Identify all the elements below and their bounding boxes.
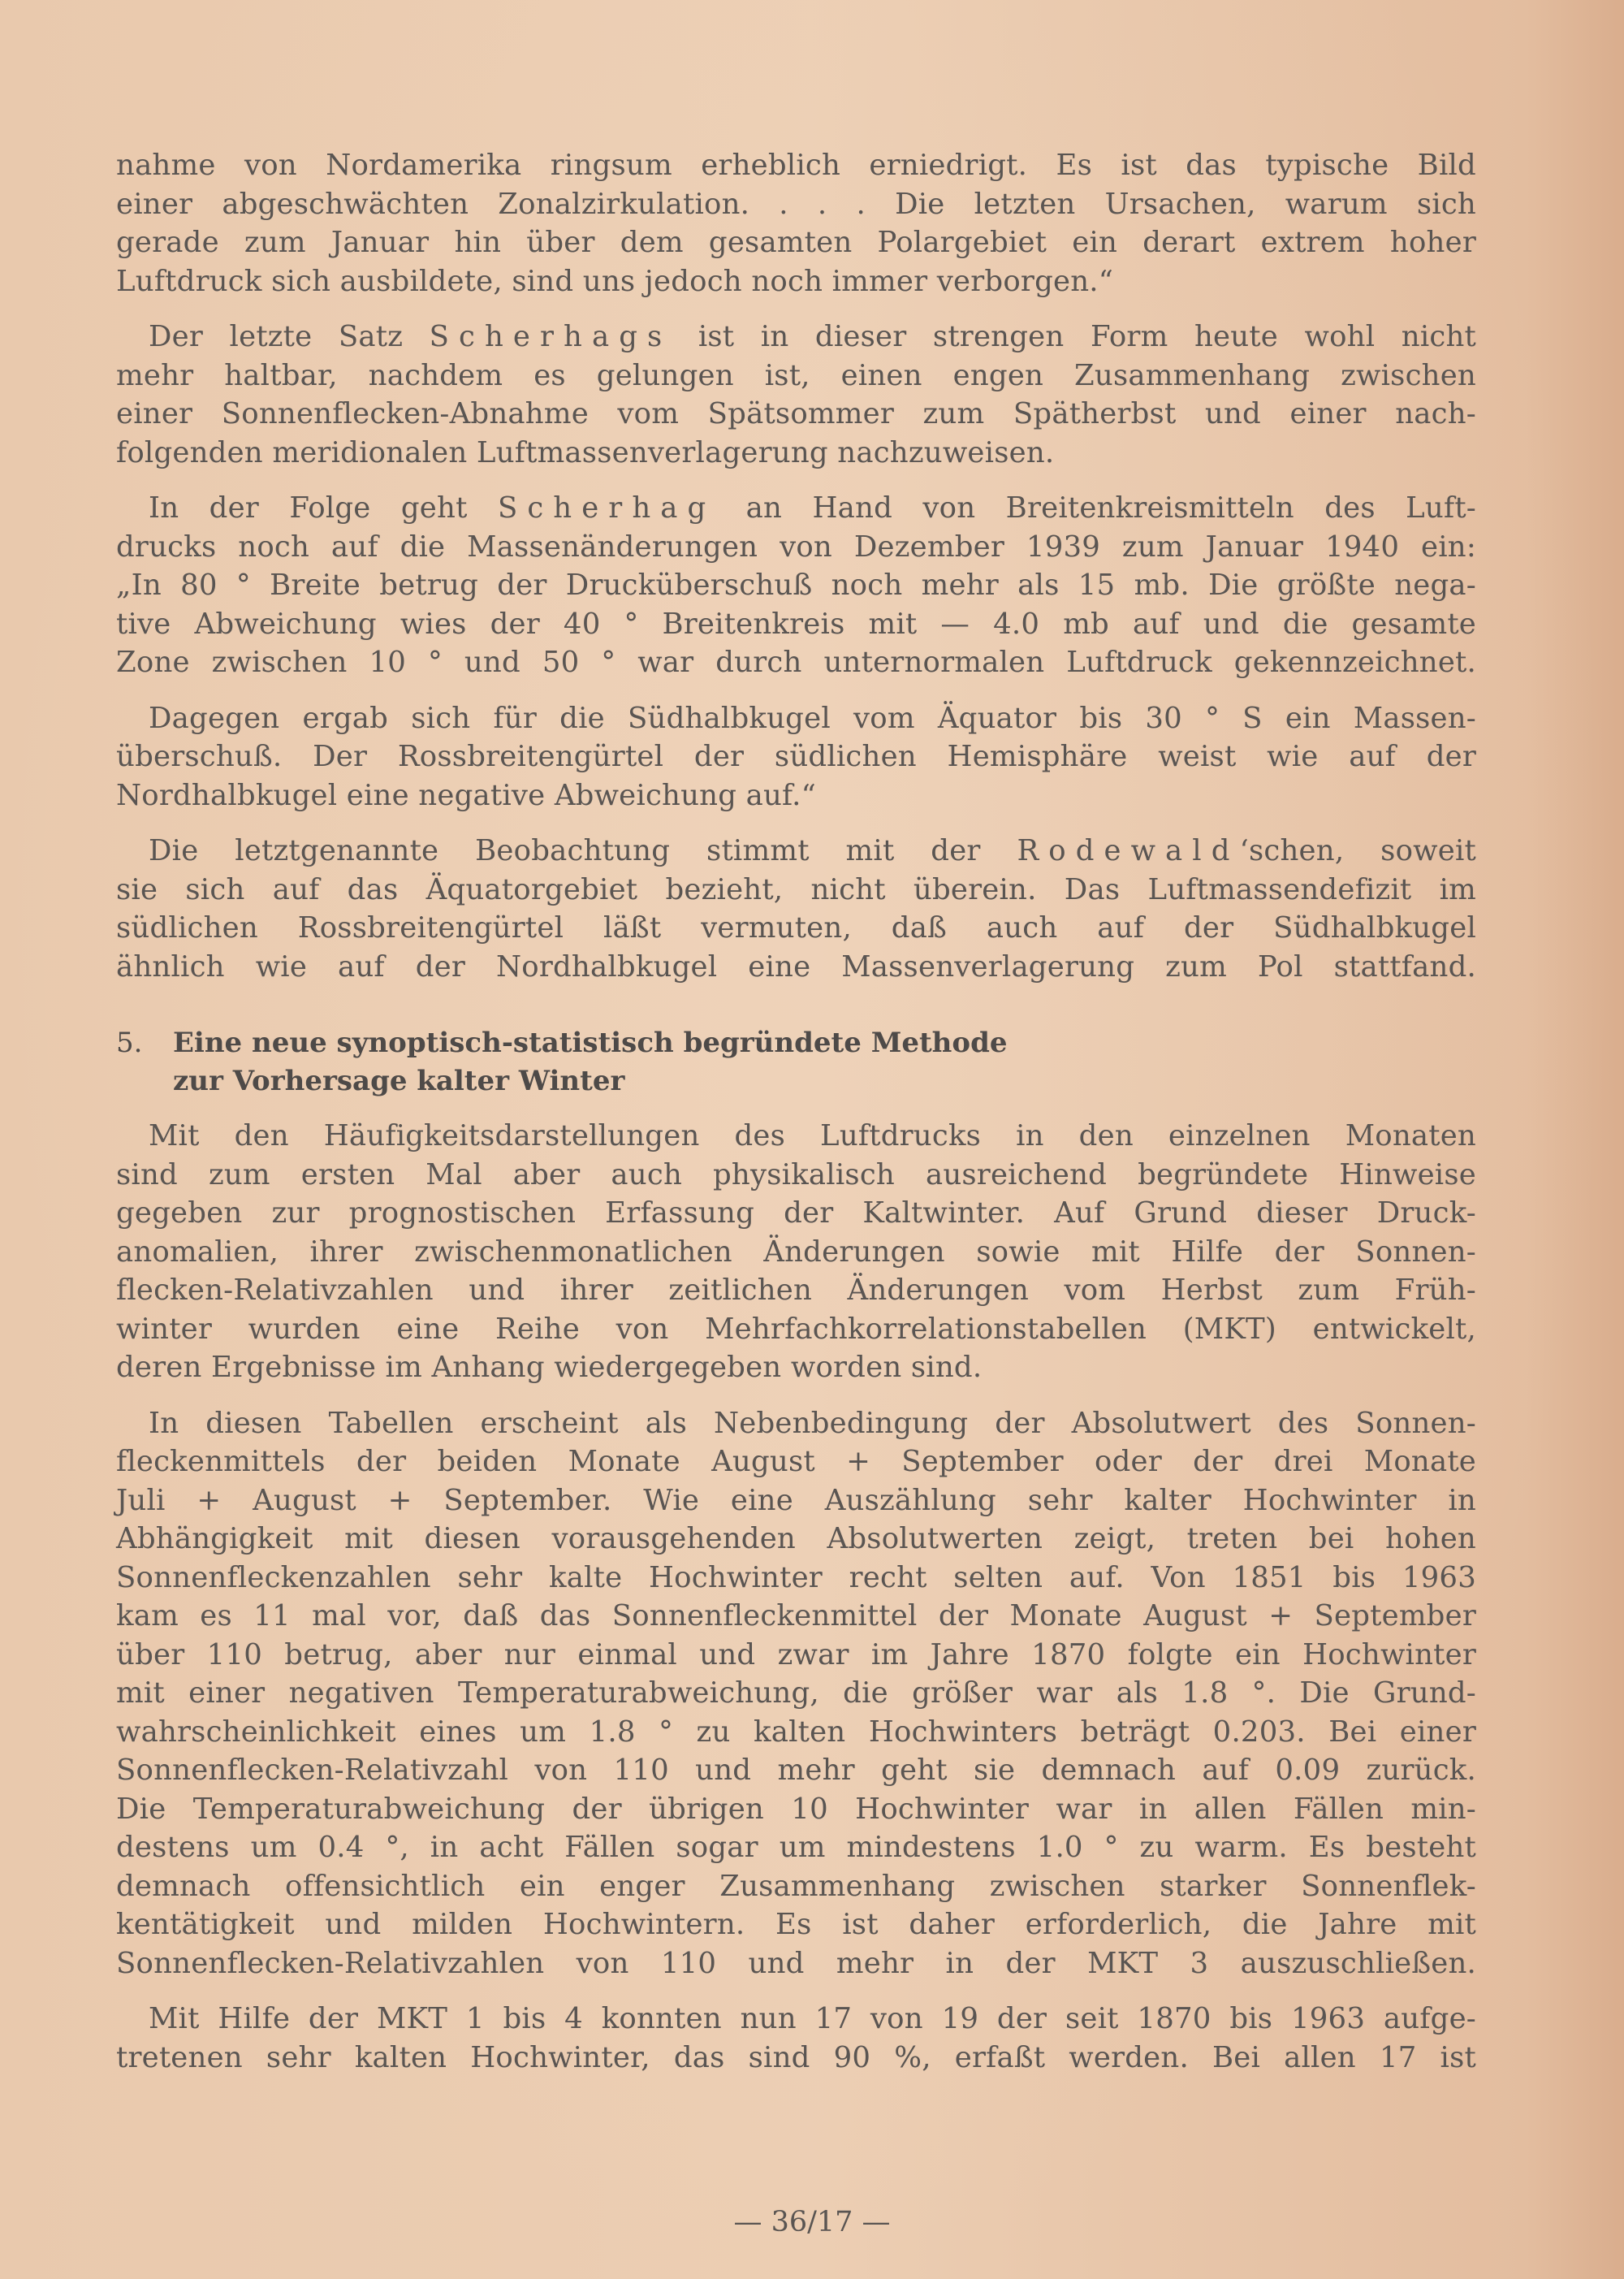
text-line: deren Ergebnisse im Anhang wiedergegeben worden sind. bbox=[116, 1351, 983, 1384]
text-line: über 110 betrug, aber nur einmal und zwar im Jahre 1870 folgte ein Hochwinter bbox=[116, 1637, 1476, 1671]
text-line bbox=[116, 489, 1476, 528]
paragraph-quote-end bbox=[116, 146, 1476, 301]
text-line: Dagegen ergab sich für die Südhalbkugel vom Äquator bis 30 ° S ein Massen- bbox=[149, 701, 1476, 735]
text-line: einer abgeschwächten Zonalzirkulation. . . . Die letzten Ursachen, warum sich bbox=[116, 187, 1476, 221]
text-line: wahrscheinlichkeit eines um 1.8 ° zu kalten Hochwinters beträgt 0.203. Bei einer bbox=[116, 1715, 1476, 1749]
text-line: mehr haltbar, nachdem es gelungen ist, einen engen Zusammenhang zwischen bbox=[116, 358, 1476, 392]
text-line: Juli + August + September. Wie eine Auszählung sehr kalter Hochwinter in bbox=[116, 1483, 1476, 1517]
paragraph-rodewald bbox=[116, 832, 1476, 986]
body-text bbox=[116, 146, 1476, 2094]
section-title bbox=[173, 1024, 1007, 1101]
text-line: Die Temperaturabweichung der übrigen 10 Hochwinter war in allen Fällen min- bbox=[116, 1792, 1476, 1826]
author-name-spaced: Scherhag bbox=[497, 491, 716, 525]
text-line: kam es 11 mal vor, daß das Sonnenfleckenmittel der Monate August + September bbox=[116, 1599, 1476, 1632]
author-name-spaced: Scherhags bbox=[429, 320, 672, 353]
paragraph-breitenkreis bbox=[116, 489, 1476, 682]
section-heading bbox=[116, 1024, 1476, 1101]
text-line: kentätigkeit und milden Hochwintern. Es ist daher erforderlich, die Jahre mit bbox=[116, 1908, 1476, 1941]
section-title-line: zur Vorhersage kalter Winter bbox=[173, 1065, 625, 1097]
text-fragment: Die letztgenannte Beobachtung stimmt mit der bbox=[149, 834, 1017, 867]
text-line: winter wurden eine Reihe von Mehrfachkorrelationstabellen (MKT) entwickelt, bbox=[116, 1312, 1476, 1346]
page-number: — 36/17 — bbox=[733, 2206, 891, 2238]
text-line: überschuß. Der Rossbreitengürtel der südlichen Hemisphäre weist wie auf der bbox=[116, 740, 1476, 773]
text-line: Sonnenflecken-Relativzahl von 110 und mehr geht sie demnach auf 0.09 zurück. bbox=[116, 1754, 1476, 1787]
text-line: gegeben zur prognostischen Erfassung der Kaltwinter. Auf Grund dieser Druck- bbox=[116, 1196, 1476, 1230]
text-line: flecken-Relativzahlen und ihrer zeitlichen Änderungen vom Herbst zum Früh- bbox=[116, 1274, 1476, 1307]
text-line: Luftdruck sich ausbildete, sind uns jedoch noch immer verborgen.“ bbox=[116, 264, 1114, 298]
section-title-line: Eine neue synoptisch-statistisch begründete Methode bbox=[173, 1027, 1008, 1059]
text-fragment: In der Folge geht bbox=[149, 491, 498, 525]
text-line: ähnlich wie auf der Nordhalbkugel eine Massenverlagerung zum Pol stattfand. bbox=[116, 949, 1476, 984]
paragraph-tabellen bbox=[116, 1404, 1476, 1983]
text-line: „In 80 ° Breite betrug der Drucküberschuß noch mehr als 15 mb. Die größte nega- bbox=[116, 569, 1476, 602]
text-line: Mit den Häufigkeitsdarstellungen des Luftdrucks in den einzelnen Monaten bbox=[149, 1119, 1476, 1152]
text-line: anomalien, ihrer zwischenmonatlichen Änderungen sowie mit Hilfe der Sonnen- bbox=[116, 1235, 1476, 1269]
text-line: sind zum ersten Mal aber auch physikalisch ausreichend begründete Hinweise bbox=[116, 1157, 1476, 1191]
text-line: demnach offensichtlich ein enger Zusammenhang zwischen starker Sonnenflek- bbox=[116, 1869, 1476, 1903]
text-line bbox=[116, 832, 1476, 871]
text-line bbox=[116, 318, 1476, 357]
text-line: mit einer negativen Temperaturabweichung, die größer war als 1.8 °. Die Grund- bbox=[116, 1676, 1476, 1710]
text-line: Mit Hilfe der MKT 1 bis 4 konnten nun 17 von 19 der seit 1870 bis 1963 aufge- bbox=[149, 2002, 1476, 2035]
paragraph-suedhalbkugel bbox=[116, 699, 1476, 815]
text-line: folgenden meridionalen Luftmassenverlagerung nachzuweisen. bbox=[116, 435, 1055, 469]
text-fragment: ist in dieser strengen Form heute wohl nicht bbox=[672, 320, 1477, 353]
text-line: nahme von Nordamerika ringsum erheblich erniedrigt. Es ist das typische Bild bbox=[116, 149, 1476, 182]
text-line: drucks noch auf die Massenänderungen von Dezember 1939 zum Januar 1940 ein: bbox=[116, 530, 1476, 564]
text-line: Abhängigkeit mit diesen vorausgehenden Absolutwerten zeigt, treten bei hohen bbox=[116, 1522, 1476, 1555]
text-line: gerade zum Januar hin über dem gesamten Polargebiet ein derart extrem hoher bbox=[116, 226, 1476, 259]
text-line: südlichen Rossbreitengürtel läßt vermuten, daß auch auf der Südhalbkugel bbox=[116, 911, 1476, 945]
text-line: fleckenmittels der beiden Monate August + September oder der drei Monate bbox=[116, 1445, 1476, 1478]
text-fragment: Der letzte Satz bbox=[149, 320, 430, 353]
author-name-spaced: Rodewald bbox=[1017, 834, 1240, 867]
paragraph-scherhag-satz bbox=[116, 318, 1476, 472]
text-line: destens um 0.4 °, in acht Fällen sogar um mindestens 1.0 ° zu warm. Es besteht bbox=[116, 1831, 1476, 1864]
text-line: Zone zwischen 10 ° und 50 ° war durch unternormalen Luftdruck gekennzeichnet. bbox=[116, 646, 1476, 679]
text-line: tive Abweichung wies der 40 ° Breitenkreis mit — 4.0 mb auf und die gesamte bbox=[116, 607, 1476, 641]
text-line: einer Sonnenflecken-Abnahme vom Spätsommer zum Spätherbst und einer nach- bbox=[116, 397, 1476, 430]
text-line: In diesen Tabellen erscheint als Nebenbedingung der Absolutwert des Sonnen- bbox=[149, 1406, 1476, 1440]
paragraph-mkt bbox=[116, 2000, 1476, 2077]
text-line: Sonnenfleckenzahlen sehr kalte Hochwinter recht selten auf. Von 1851 bis 1963 bbox=[116, 1560, 1476, 1594]
text-fragment: an Hand von Breitenkreismitteln des Luft- bbox=[715, 491, 1477, 525]
text-line: Nordhalbkugel eine negative Abweichung auf.“ bbox=[116, 778, 816, 812]
text-line: Sonnenflecken-Relativzahlen von 110 und mehr in der MKT 3 auszuschließen. bbox=[116, 1946, 1476, 1980]
text-fragment: ‘schen, soweit bbox=[1239, 834, 1476, 867]
section-number: 5. bbox=[116, 1027, 143, 1059]
paragraph-haeufigkeit bbox=[116, 1117, 1476, 1387]
text-line: sie sich auf das Äquatorgebiet bezieht, nicht überein. Das Luftmassendefizit im bbox=[116, 872, 1476, 906]
text-line: tretenen sehr kalten Hochwinter, das sind 90 %, erfaßt werden. Bei allen 17 ist bbox=[116, 2040, 1476, 2074]
